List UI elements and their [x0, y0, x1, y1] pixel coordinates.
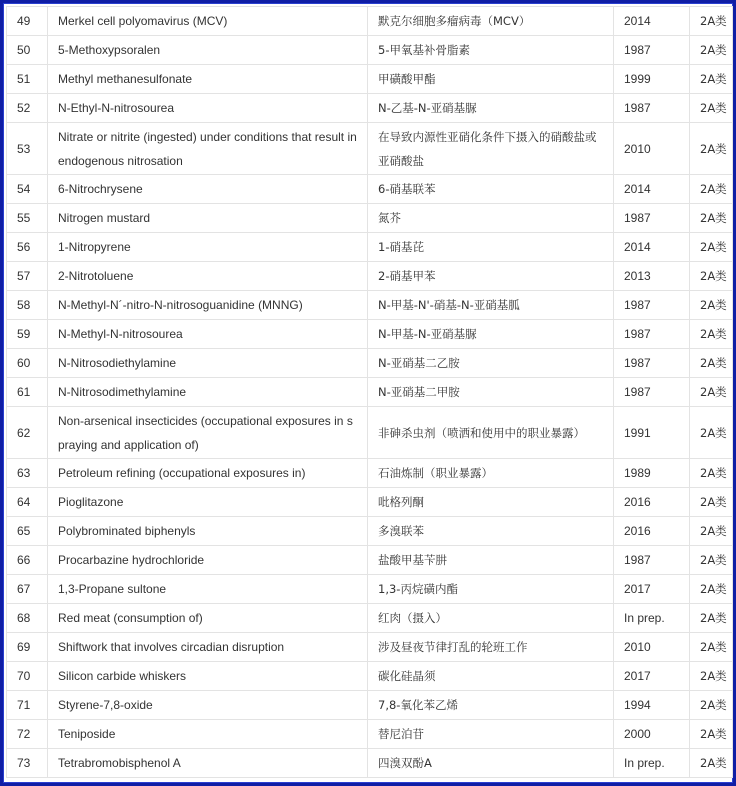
iarc-group: 2A类 [690, 378, 733, 407]
iarc-group: 2A类 [690, 749, 733, 778]
iarc-group: 2A类 [690, 488, 733, 517]
agent-name-en: Nitrate or nitrite (ingested) under conditions that result in endogenous nitrosation [48, 123, 368, 175]
agent-name-zh: 多溴联苯 [368, 517, 614, 546]
iarc-group: 2A类 [690, 291, 733, 320]
agent-name-en: Petroleum refining (occupational exposures in) [48, 459, 368, 488]
carcinogen-table [6, 6, 733, 778]
agent-name-zh: N-甲基-N-亚硝基脲 [368, 320, 614, 349]
evaluation-year: 1987 [614, 94, 690, 123]
evaluation-year: 1987 [614, 546, 690, 575]
evaluation-year: 2010 [614, 123, 690, 175]
agent-name-en: Red meat (consumption of) [48, 604, 368, 633]
agent-name-zh: 非砷杀虫剂（喷洒和使用中的职业暴露） [368, 407, 614, 459]
iarc-group: 2A类 [690, 662, 733, 691]
row-number: 71 [7, 691, 48, 720]
agent-name-zh: 甲磺酸甲酯 [368, 65, 614, 94]
row-number: 73 [7, 749, 48, 778]
table-row [7, 691, 733, 720]
evaluation-year: 2000 [614, 720, 690, 749]
table-row [7, 94, 733, 123]
iarc-group: 2A类 [690, 517, 733, 546]
agent-name-en: Methyl methanesulfonate [48, 65, 368, 94]
iarc-group: 2A类 [690, 459, 733, 488]
agent-name-zh: 7,8-氧化苯乙烯 [368, 691, 614, 720]
table-row [7, 459, 733, 488]
agent-name-en: N-Nitrosodiethylamine [48, 349, 368, 378]
agent-name-zh: 1,3-丙烷磺内酯 [368, 575, 614, 604]
evaluation-year: 2016 [614, 517, 690, 546]
table-row [7, 378, 733, 407]
row-number: 63 [7, 459, 48, 488]
row-number: 54 [7, 175, 48, 204]
evaluation-year: 1989 [614, 459, 690, 488]
agent-name-en: N-Nitrosodimethylamine [48, 378, 368, 407]
agent-name-zh: 四溴双酚A [368, 749, 614, 778]
table-row [7, 291, 733, 320]
evaluation-year: 1994 [614, 691, 690, 720]
row-number: 58 [7, 291, 48, 320]
table-row [7, 720, 733, 749]
iarc-group: 2A类 [690, 349, 733, 378]
iarc-group: 2A类 [690, 7, 733, 36]
table-body [7, 7, 733, 778]
row-number: 62 [7, 407, 48, 459]
evaluation-year: 2014 [614, 233, 690, 262]
table-row [7, 604, 733, 633]
table-row [7, 262, 733, 291]
table-row [7, 320, 733, 349]
agent-name-zh: N-甲基-N'-硝基-N-亚硝基胍 [368, 291, 614, 320]
agent-name-zh: 5-甲氧基补骨脂素 [368, 36, 614, 65]
iarc-group: 2A类 [690, 633, 733, 662]
iarc-group: 2A类 [690, 262, 733, 291]
agent-name-zh: 盐酸甲基苄肼 [368, 546, 614, 575]
agent-name-en: Shiftwork that involves circadian disruption [48, 633, 368, 662]
agent-name-zh: 默克尔细胞多瘤病毒（MCV） [368, 7, 614, 36]
iarc-group: 2A类 [690, 233, 733, 262]
agent-name-en: 2-Nitrotoluene [48, 262, 368, 291]
evaluation-year: 2017 [614, 662, 690, 691]
row-number: 69 [7, 633, 48, 662]
evaluation-year: 1987 [614, 291, 690, 320]
row-number: 55 [7, 204, 48, 233]
table-row [7, 65, 733, 94]
row-number: 57 [7, 262, 48, 291]
evaluation-year: 2013 [614, 262, 690, 291]
evaluation-year: 1999 [614, 65, 690, 94]
agent-name-en: Silicon carbide whiskers [48, 662, 368, 691]
agent-name-en: Procarbazine hydrochloride [48, 546, 368, 575]
evaluation-year: In prep. [614, 604, 690, 633]
agent-name-zh: 涉及昼夜节律打乱的轮班工作 [368, 633, 614, 662]
agent-name-zh: N-亚硝基二乙胺 [368, 349, 614, 378]
row-number: 61 [7, 378, 48, 407]
agent-name-en: 6-Nitrochrysene [48, 175, 368, 204]
table-row [7, 7, 733, 36]
agent-name-zh: 吡格列酮 [368, 488, 614, 517]
iarc-group: 2A类 [690, 604, 733, 633]
table-row [7, 175, 733, 204]
table-row [7, 407, 733, 459]
agent-name-en: N-Ethyl-N-nitrosourea [48, 94, 368, 123]
table-row [7, 204, 733, 233]
table-row [7, 36, 733, 65]
agent-name-en: Non-arsenical insecticides (occupational exposures in spraying and application of) [48, 407, 368, 459]
agent-name-en: Pioglitazone [48, 488, 368, 517]
row-number: 70 [7, 662, 48, 691]
table-row [7, 233, 733, 262]
iarc-group: 2A类 [690, 65, 733, 94]
evaluation-year: 2010 [614, 633, 690, 662]
evaluation-year: 1987 [614, 204, 690, 233]
row-number: 56 [7, 233, 48, 262]
table-row [7, 575, 733, 604]
agent-name-en: N-Methyl-N´-nitro-N-nitrosoguanidine (MNNG) [48, 291, 368, 320]
evaluation-year: 2017 [614, 575, 690, 604]
evaluation-year: 1991 [614, 407, 690, 459]
evaluation-year: 2014 [614, 7, 690, 36]
iarc-group: 2A类 [690, 720, 733, 749]
evaluation-year: 2016 [614, 488, 690, 517]
row-number: 53 [7, 123, 48, 175]
row-number: 49 [7, 7, 48, 36]
evaluation-year: 1987 [614, 378, 690, 407]
agent-name-en: 5-Methoxypsoralen [48, 36, 368, 65]
agent-name-zh: N-乙基-N-亚硝基脲 [368, 94, 614, 123]
iarc-group: 2A类 [690, 123, 733, 175]
agent-name-en: Merkel cell polyomavirus (MCV) [48, 7, 368, 36]
agent-name-en: Teniposide [48, 720, 368, 749]
evaluation-year: In prep. [614, 749, 690, 778]
agent-name-en: Polybrominated biphenyls [48, 517, 368, 546]
agent-name-en: Styrene-7,8-oxide [48, 691, 368, 720]
iarc-group: 2A类 [690, 320, 733, 349]
iarc-group: 2A类 [690, 94, 733, 123]
evaluation-year: 1987 [614, 349, 690, 378]
table-row [7, 349, 733, 378]
row-number: 65 [7, 517, 48, 546]
agent-name-zh: 红肉（摄入） [368, 604, 614, 633]
row-number: 66 [7, 546, 48, 575]
agent-name-zh: 6-硝基联苯 [368, 175, 614, 204]
row-number: 51 [7, 65, 48, 94]
table-row [7, 488, 733, 517]
agent-name-en: 1-Nitropyrene [48, 233, 368, 262]
iarc-group: 2A类 [690, 204, 733, 233]
row-number: 50 [7, 36, 48, 65]
evaluation-year: 2014 [614, 175, 690, 204]
table-row [7, 517, 733, 546]
agent-name-zh: 2-硝基甲苯 [368, 262, 614, 291]
row-number: 59 [7, 320, 48, 349]
iarc-group: 2A类 [690, 575, 733, 604]
table-row [7, 749, 733, 778]
iarc-group: 2A类 [690, 546, 733, 575]
agent-name-zh: 1-硝基芘 [368, 233, 614, 262]
row-number: 72 [7, 720, 48, 749]
evaluation-year: 1987 [614, 36, 690, 65]
iarc-group: 2A类 [690, 36, 733, 65]
row-number: 67 [7, 575, 48, 604]
agent-name-zh: 氮芥 [368, 204, 614, 233]
row-number: 52 [7, 94, 48, 123]
agent-name-zh: 在导致内源性亚硝化条件下摄入的硝酸盐或亚硝酸盐 [368, 123, 614, 175]
agent-name-en: N-Methyl-N-nitrosourea [48, 320, 368, 349]
agent-name-zh: N-亚硝基二甲胺 [368, 378, 614, 407]
agent-name-zh: 碳化硅晶须 [368, 662, 614, 691]
table-row [7, 633, 733, 662]
row-number: 68 [7, 604, 48, 633]
iarc-group: 2A类 [690, 407, 733, 459]
table-row [7, 123, 733, 175]
table-row [7, 662, 733, 691]
agent-name-en: 1,3-Propane sultone [48, 575, 368, 604]
table-row [7, 546, 733, 575]
row-number: 64 [7, 488, 48, 517]
agent-name-en: Tetrabromobisphenol A [48, 749, 368, 778]
agent-name-en: Nitrogen mustard [48, 204, 368, 233]
row-number: 60 [7, 349, 48, 378]
evaluation-year: 1987 [614, 320, 690, 349]
iarc-group: 2A类 [690, 175, 733, 204]
agent-name-zh: 石油炼制（职业暴露） [368, 459, 614, 488]
agent-name-zh: 替尼泊苷 [368, 720, 614, 749]
iarc-group: 2A类 [690, 691, 733, 720]
